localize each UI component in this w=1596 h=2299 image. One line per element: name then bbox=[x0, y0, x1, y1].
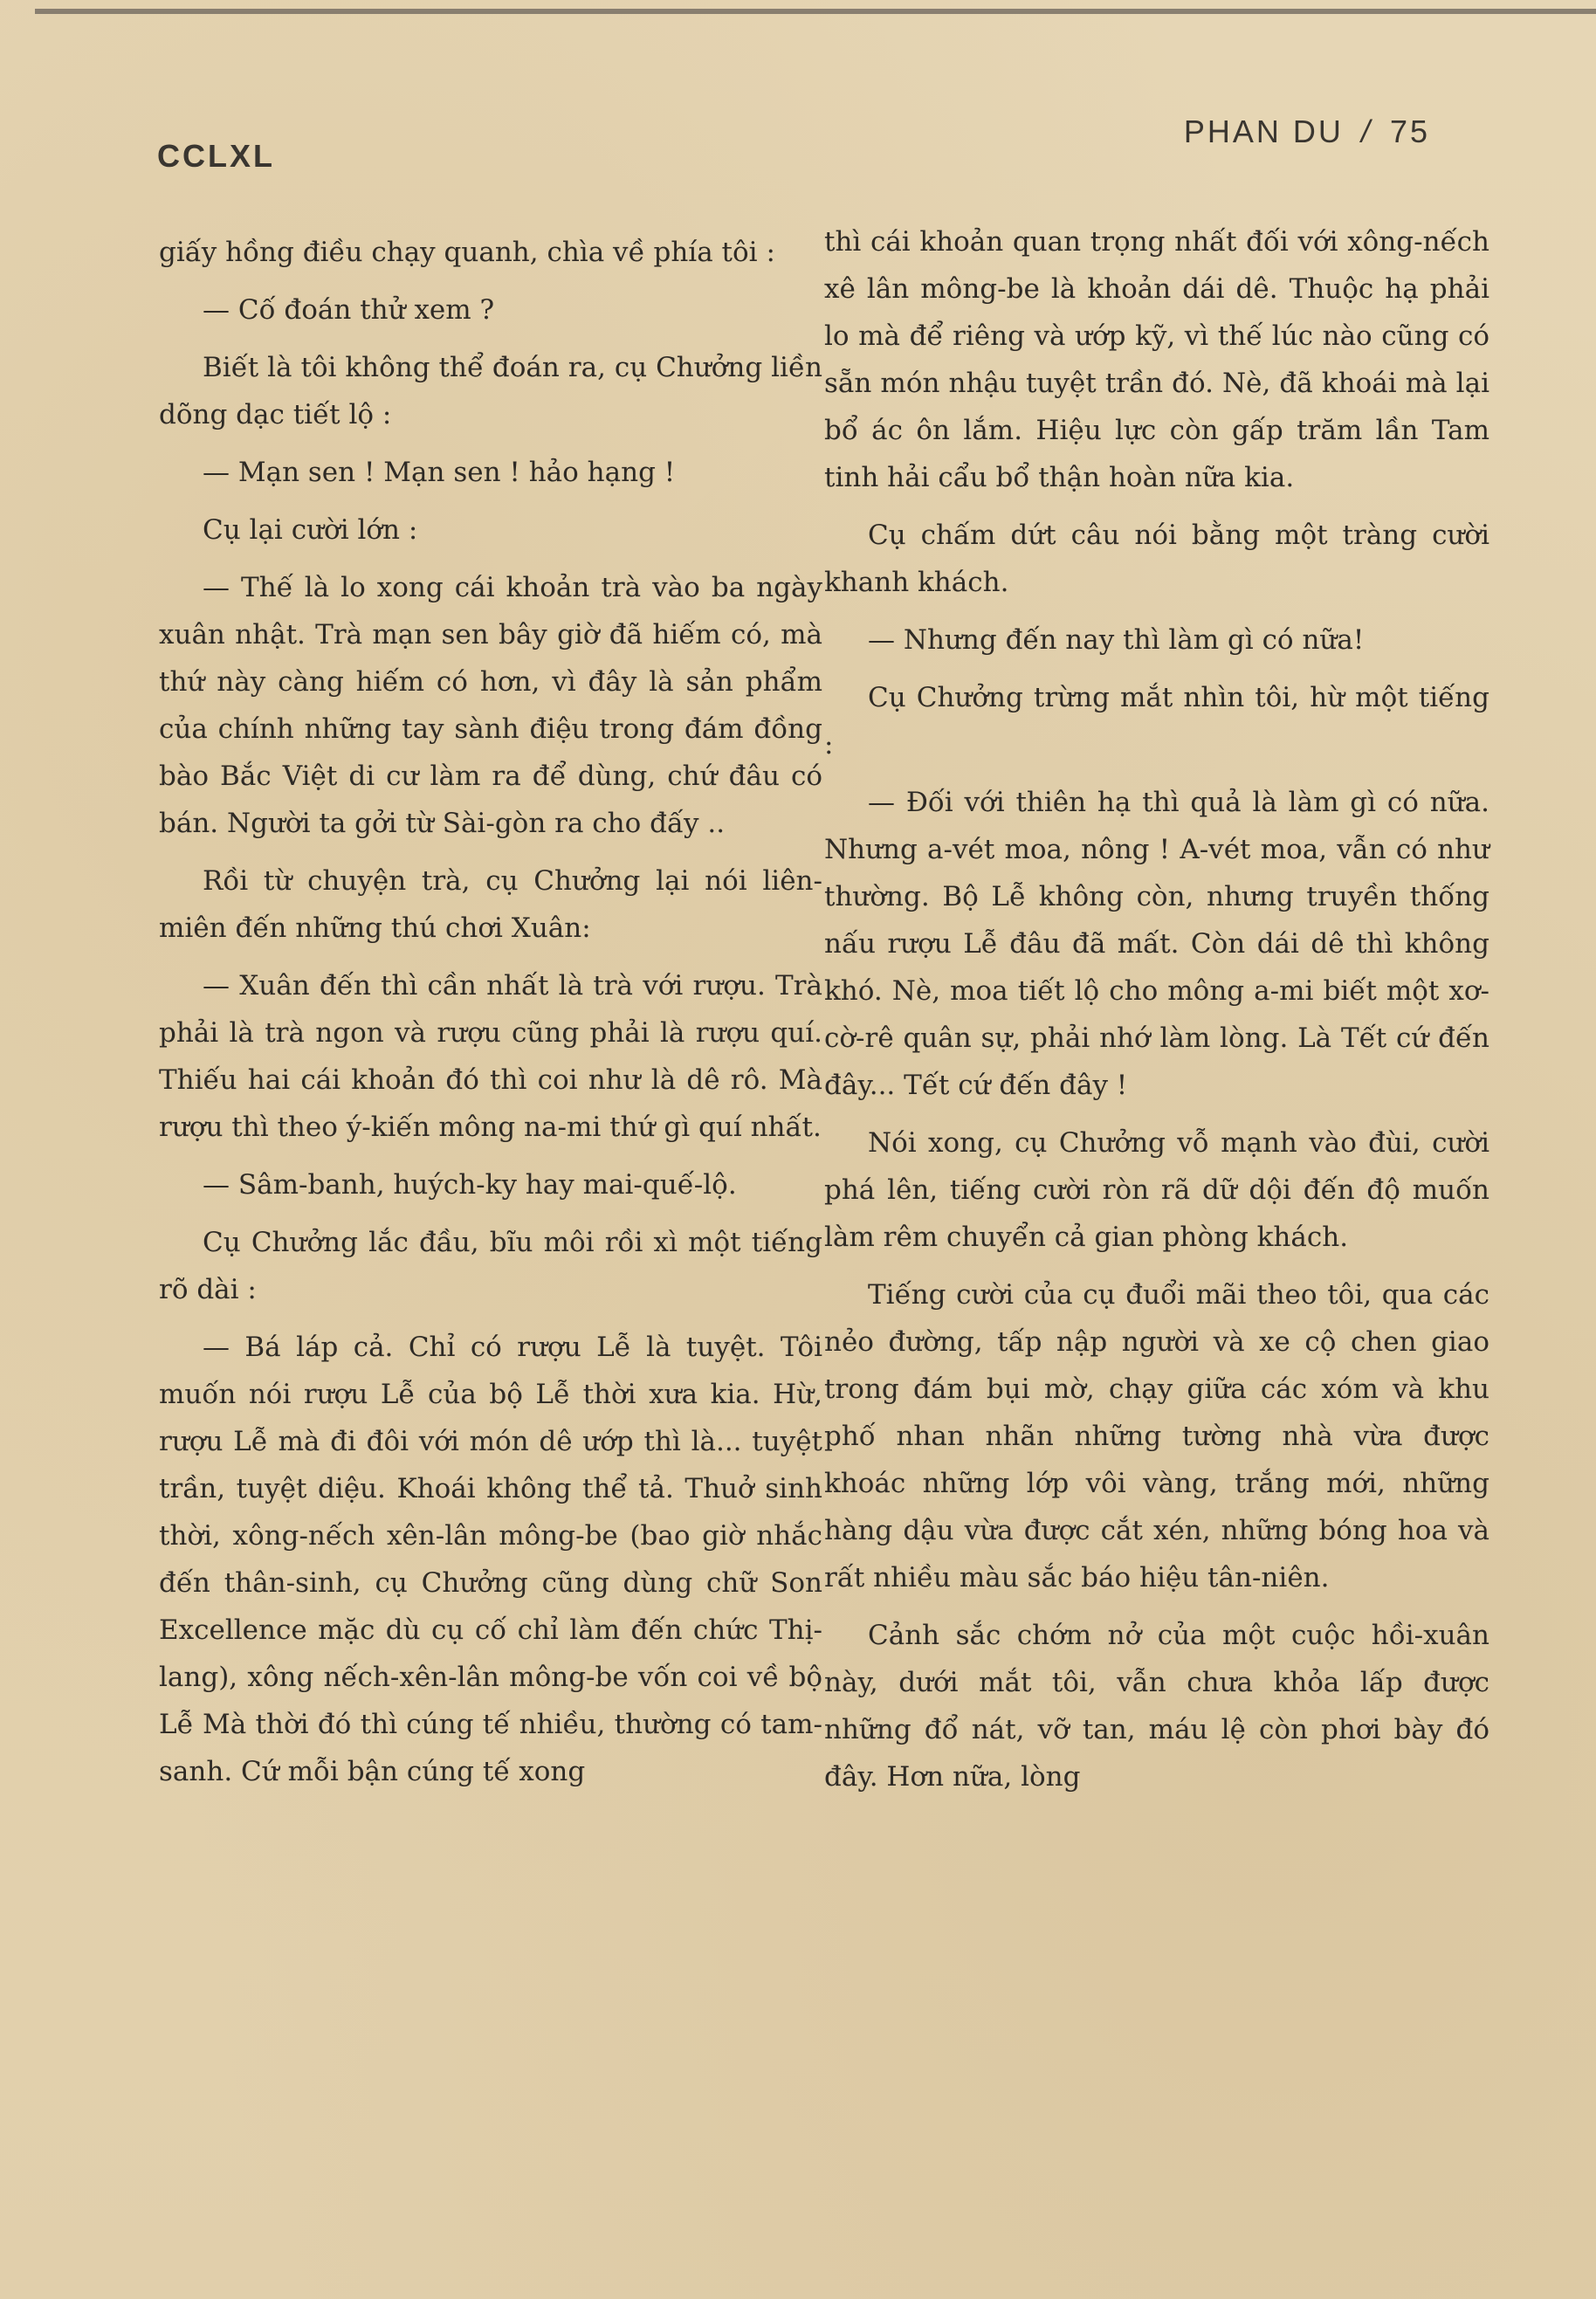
paragraph: — Bá láp cả. Chỉ có rượu Lễ là tuyệt. Tôi muốn nói rượu Lễ của bộ Lễ thời xưa kia. Hừ, rượu Lễ mà đi đôi với món dê ướp thì là... tuyệt trần, tuyệt diệu. Khoái không thể tả. Thuở sinh thời, xông-nếch xên-lân mông-be (bao giờ nhắc đến thân-sinh, cụ Chưởng cũng dùng chữ Son Excellence mặc dù cụ cố chỉ làm đến chức Thị-lang), xông nếch-xên-lân mông-be vốn coi về bộ Lễ Mà thời đó thì cúng tế nhiều, thường có tam-sanh. Cứ mỗi bận cúng tế xong bbox=[159, 1332, 822, 1787]
paragraph: — Xuân đến thì cần nhất là trà với rượu. Trà phải là trà ngon và rượu cũng phải là rượu quí. Thiếu hai cái khoản đó thì coi như là dê rô. Mà rượu thì theo ý-kiến mông na-mi thứ gì quí nhất. bbox=[159, 970, 822, 1143]
paragraph: Cụ Chưởng trừng mắt nhìn tôi, hừ một tiếng : bbox=[824, 682, 1489, 761]
right-column bbox=[824, 218, 1489, 1811]
paragraph: — Thế là lo xong cái khoản trà vào ba ngày xuân nhật. Trà mạn sen bây giờ đã hiếm có, mà thứ này càng hiếm có hơn, vì đây là sản phẩm của chính những tay sành điệu trong đám đồng bào Bắc Việt di cư làm ra để dùng, chứ đâu có bán. Người ta gởi từ Sài-gòn ra cho đấy .. bbox=[159, 572, 822, 839]
paragraph: — Đối với thiên hạ thì quả là làm gì có nữa. Nhưng a-vét moa, nông ! A-vét moa, vẫn có như thường. Bộ Lễ không còn, nhưng truyền thống nấu rượu Lễ đâu đã mất. Còn dái dê thì không khó. Nè, moa tiết lộ cho mông a-mi biết một xơ-cờ-rê quân sự, phải nhớ làm lòng. Là Tết cứ đến đây... Tết cứ đến đây ! bbox=[824, 787, 1489, 1101]
author-name: PHAN DU bbox=[1183, 114, 1344, 149]
paragraph: thì cái khoản quan trọng nhất đối với xông-nếch xê lân mông-be là khoản dái dê. Thuộc hạ phải lo mà để riêng và ướp kỹ, vì thế lúc nào cũng có sẵn món nhậu tuyệt trần đó. Nè, đã khoái mà lại bổ ác ôn lắm. Hiệu lực còn gấp trăm lần Tam tinh hải cẩu bổ thận hoàn nữa kia. bbox=[824, 226, 1489, 493]
page-header bbox=[0, 0, 1596, 192]
paragraph: Rồi từ chuyện trà, cụ Chưởng lại nói liên-miên đến những thú chơi Xuân: bbox=[159, 865, 822, 944]
paragraph: Biết là tôi không thể đoán ra, cụ Chưởng liền dõng dạc tiết lộ : bbox=[159, 352, 822, 430]
page-number: 75 bbox=[1389, 114, 1430, 149]
paragraph: giấy hồng điều chạy quanh, chìa về phía tôi : bbox=[159, 237, 775, 268]
paragraph: — Nhưng đến nay thì làm gì có nữa! bbox=[868, 624, 1365, 656]
header-separator: / bbox=[1360, 114, 1372, 149]
paragraph: Cảnh sắc chớm nở của một cuộc hồi-xuân này, dưới mắt tôi, vẫn chưa khỏa lấp được những đổ nát, vỡ tan, máu lệ còn phơi bày đó đây. Hơn nữa, lòng bbox=[824, 1620, 1489, 1793]
running-head bbox=[1184, 114, 1430, 150]
paragraph: — Mạn sen ! Mạn sen ! hảo hạng ! bbox=[203, 457, 676, 488]
paragraph: Cụ Chưởng lắc đầu, bĩu môi rồi xì một tiếng rõ dài : bbox=[159, 1227, 822, 1305]
paragraph: Tiếng cười của cụ đuổi mãi theo tôi, qua các nẻo đường, tấp nập người và xe cộ chen giao trong đám bụi mờ, chạy giữa các xóm và khu phố nhan nhãn những tường nhà vừa được khoác những lớp vôi vàng, trắng mới, những hàng dậu vừa được cắt xén, những bóng hoa và rất nhiều màu sắc báo hiệu tân-niên. bbox=[824, 1279, 1489, 1593]
paragraph: Nói xong, cụ Chưởng vỗ mạnh vào đùi, cười phá lên, tiếng cười ròn rã dữ dội đến độ muốn làm rêm chuyển cả gian phòng khách. bbox=[824, 1127, 1489, 1253]
paragraph: — Sâm-banh, huých-ky hay mai-quế-lộ. bbox=[203, 1169, 737, 1201]
left-column bbox=[159, 229, 822, 1806]
magazine-code: CCLXL bbox=[157, 138, 275, 174]
paragraph: Cụ lại cười lớn : bbox=[203, 514, 418, 546]
paragraph: — Cố đoán thử xem ? bbox=[203, 294, 495, 326]
paragraph: Cụ chấm dứt câu nói bằng một tràng cười khanh khách. bbox=[824, 520, 1489, 598]
